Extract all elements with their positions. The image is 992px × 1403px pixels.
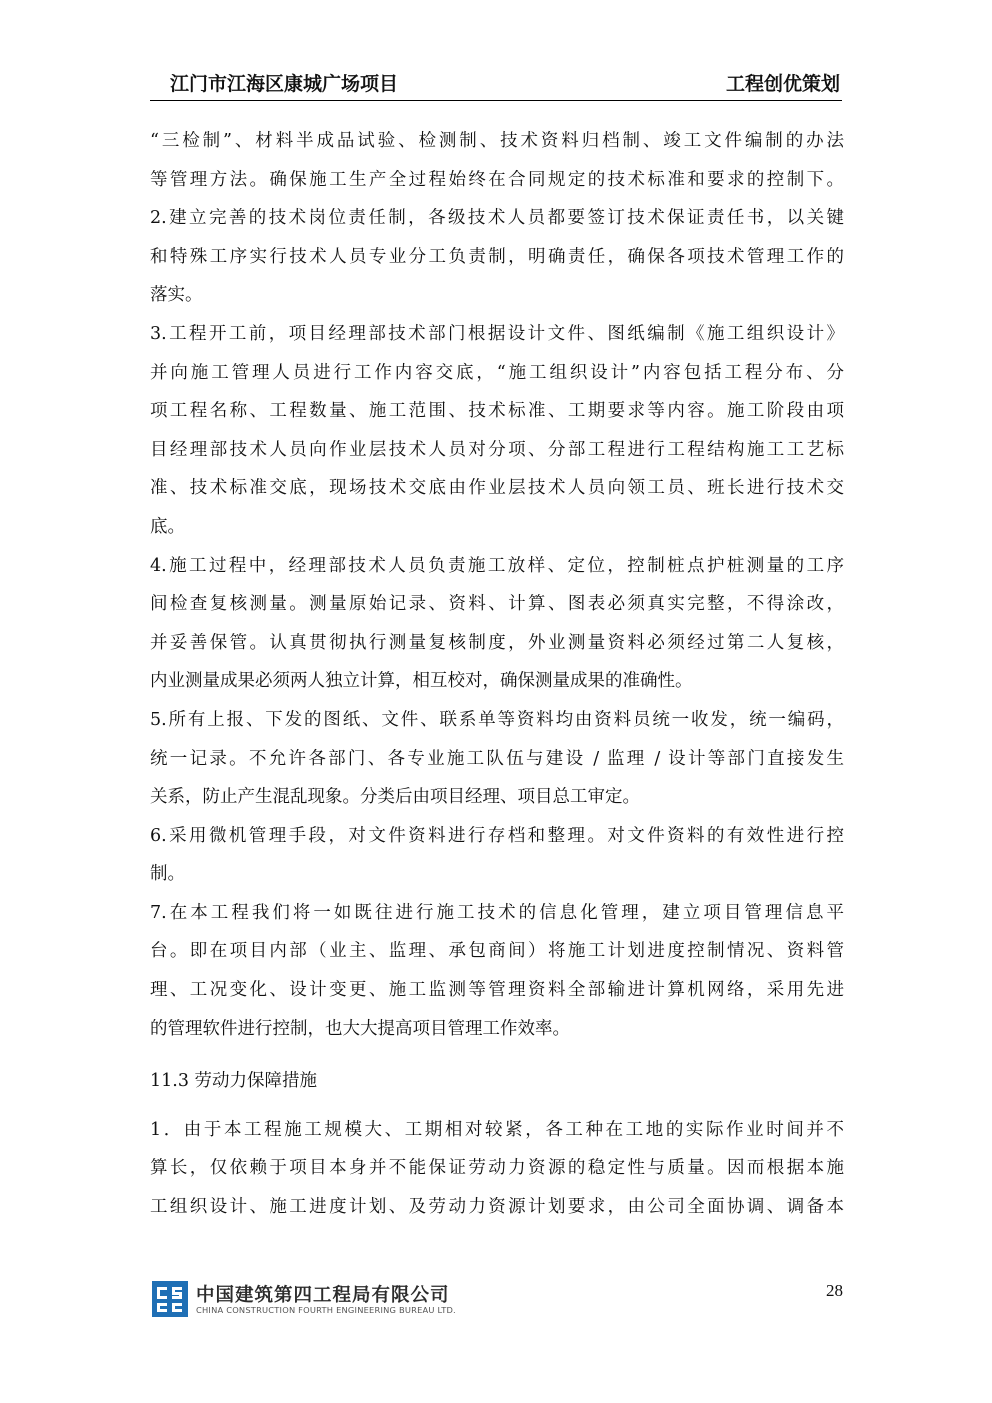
body-line: 6.采用微机管理手段，对文件资料进行存档和整理。对文件资料的有效性进行控 bbox=[150, 825, 844, 846]
body-line: 目经理部技术人员向作业层技术人员对分项、分部工程进行工程结构施工工艺标 bbox=[150, 439, 844, 460]
cscec-logo-icon bbox=[152, 1281, 188, 1317]
company-logo bbox=[152, 1281, 492, 1321]
company-name-en: CHINA CONSTRUCTION FOURTH ENGINEERING BUREAU LTD. bbox=[196, 1305, 456, 1315]
body-line: 落实。 bbox=[150, 285, 203, 306]
body-line: 统一记录。不允许各部门、各专业施工队伍与建设 / 监理 / 设计等部门直接发生 bbox=[150, 748, 844, 769]
body-line: 内业测量成果必须两人独立计算，相互校对，确保测量成果的准确性。 bbox=[150, 671, 693, 692]
page-header bbox=[150, 70, 842, 101]
page-number: 28 bbox=[826, 1281, 843, 1300]
header-document-title: 工程创优策划 bbox=[725, 73, 840, 95]
body-line: 理、工况变化、设计变更、施工监测等管理资料全部输进计算机网络，采用先进 bbox=[150, 980, 844, 1001]
section-heading: 11.3 劳动力保障措施 bbox=[150, 1071, 318, 1092]
company-name-cn: 中国建筑第四工程局有限公司 bbox=[196, 1285, 450, 1306]
body-line: 并向施工管理人员进行工作内容交底，“施工组织设计”内容包括工程分布、分 bbox=[150, 362, 844, 383]
document-body bbox=[150, 122, 844, 1227]
body-line: 的管理软件进行控制，也大大提高项目管理工作效率。 bbox=[150, 1018, 570, 1039]
body-line: 5.所有上报、下发的图纸、文件、联系单等资料均由资料员统一收发，统一编码， bbox=[150, 709, 844, 730]
body-line: 底。 bbox=[150, 516, 185, 537]
body-line: 7.在本工程我们将一如既往进行施工技术的信息化管理，建立项目管理信息平 bbox=[150, 902, 844, 923]
section-line: 工组织设计、施工进度计划、及劳动力资源计划要求，由公司全面协调、调备本 bbox=[150, 1197, 844, 1218]
body-line: “三检制”、材料半成品试验、检测制、技术资料归档制、竣工文件编制的办法 bbox=[150, 131, 844, 151]
header-project-name: 江门市江海区康城广场项目 bbox=[170, 73, 399, 95]
section-line: 算长，仅依赖于项目本身并不能保证劳动力资源的稳定性与质量。因而根据本施 bbox=[150, 1158, 844, 1179]
body-line: 和特殊工序实行技术人员专业分工负责制，明确责任，确保各项技术管理工作的 bbox=[150, 246, 844, 267]
body-line: 并妥善保管。认真贯彻执行测量复核制度，外业测量资料必须经过第二人复核， bbox=[150, 632, 844, 653]
body-line: 2.建立完善的技术岗位责任制，各级技术人员都要签订技术保证责任书，以关键 bbox=[150, 208, 844, 229]
body-line: 制。 bbox=[150, 864, 185, 885]
body-line: 间检查复核测量。测量原始记录、资料、计算、图表必须真实完整，不得涂改， bbox=[150, 594, 844, 615]
body-line: 项工程名称、工程数量、施工范围、技术标准、工期要求等内容。施工阶段由项 bbox=[150, 401, 844, 422]
body-line: 等管理方法。确保施工生产全过程始终在合同规定的技术标准和要求的控制下。 bbox=[150, 169, 844, 190]
section-line: 1．由于本工程施工规模大、工期相对较紧，各工种在工地的实际作业时间并不 bbox=[150, 1119, 844, 1140]
body-line: 关系，防止产生混乱现象。分类后由项目经理、项目总工审定。 bbox=[150, 787, 640, 808]
body-line: 3.工程开工前，项目经理部技术部门根据设计文件、图纸编制《施工组织设计》 bbox=[150, 323, 844, 344]
body-line: 准、技术标准交底，现场技术交底由作业层技术人员向领工员、班长进行技术交 bbox=[150, 478, 844, 499]
body-line: 4.施工过程中，经理部技术人员负责施工放样、定位，控制桩点护桩测量的工序 bbox=[150, 555, 844, 576]
body-line: 台。即在项目内部（业主、监理、承包商间）将施工计划进度控制情况、资料管 bbox=[150, 941, 844, 962]
